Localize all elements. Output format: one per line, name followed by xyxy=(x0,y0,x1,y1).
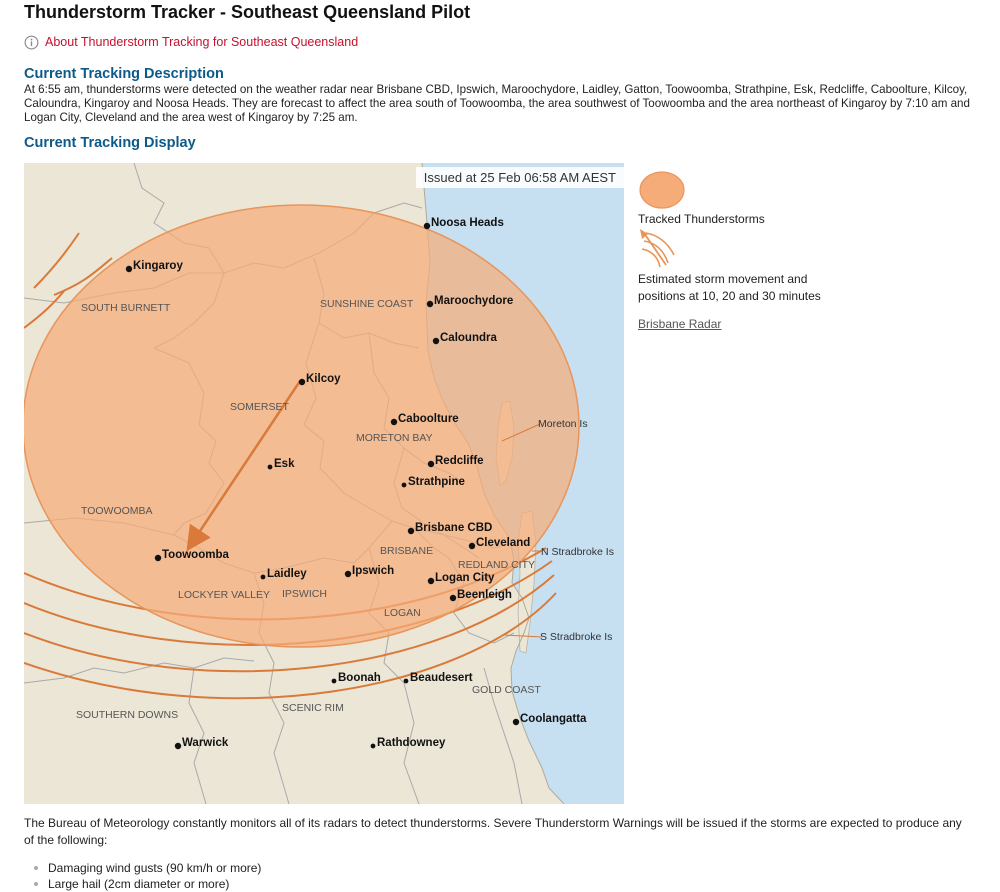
town-label: Beenleigh xyxy=(457,589,512,601)
tracked-storm-ellipse xyxy=(24,205,579,647)
town-label: Noosa Heads xyxy=(431,217,504,229)
town-dot xyxy=(469,543,475,549)
town-dot xyxy=(424,223,430,229)
region-label: SOUTH BURNETT xyxy=(81,302,171,314)
town-dot xyxy=(261,575,266,580)
page-title: Thunderstorm Tracker - Southeast Queensland Pilot xyxy=(24,2,471,22)
island-label: N Stradbroke Is xyxy=(541,546,614,558)
town-dot xyxy=(408,528,414,534)
town-dot xyxy=(371,744,376,749)
town-label: Coolangatta xyxy=(520,713,587,725)
storm-movement-icon xyxy=(638,229,680,269)
town-label: Logan City xyxy=(435,572,495,584)
about-tracking-link[interactable]: About Thunderstorm Tracking for Southeast Queensland xyxy=(45,35,359,49)
town-label: Kingaroy xyxy=(133,260,183,272)
town-dot xyxy=(404,679,409,684)
town-dot xyxy=(513,719,519,725)
region-label: REDLAND CITY xyxy=(458,559,536,571)
town-dot xyxy=(450,595,456,601)
issued-timestamp: Issued at 25 Feb 06:58 AM AEST xyxy=(416,167,624,188)
town-dot xyxy=(402,483,407,488)
town-label: Redcliffe xyxy=(435,455,484,467)
town-label: Strathpine xyxy=(408,476,465,488)
region-label: SCENIC RIM xyxy=(282,702,344,714)
list-item: Damaging wind gusts (90 km/h or more) xyxy=(24,860,261,876)
legend-movement-line1: Estimated storm movement and xyxy=(638,272,808,286)
town-label: Brisbane CBD xyxy=(415,522,493,534)
town-dot xyxy=(175,743,181,749)
tracking-description: At 6:55 am, thunderstorms were detected on the weather radar near Brisbane CBD, Ipswich, Maroochydore, Laidley, Gatton, Toowoomba, Strathpine, Esk, Redcliffe, Caboolture, Kilcoy, Caloundra, Kingaroy and Noosa Heads. They are forecast to affect the area south of Toowoomba, the area southwest of Toowoomba and the area northeast of Kingaroy by 7:10 am and Logan City, Cleveland and the area west of Kingaroy by 7:25 am. xyxy=(24,83,970,124)
region-label: IPSWICH xyxy=(282,588,327,600)
town-dot xyxy=(155,555,161,561)
warning-criteria-list xyxy=(24,860,261,892)
town-label: Beaudesert xyxy=(410,672,473,684)
list-item: Large hail (2cm diameter or more) xyxy=(24,876,261,892)
region-label: LOGAN xyxy=(384,607,421,619)
town-label: Warwick xyxy=(182,737,229,749)
town-label: Toowoomba xyxy=(162,549,229,561)
legend-movement-line2: positions at 10, 20 and 30 minutes xyxy=(638,289,821,303)
town-label: Caboolture xyxy=(398,413,459,425)
town-dot xyxy=(345,571,351,577)
town-label: Boonah xyxy=(338,672,381,684)
display-heading: Current Tracking Display xyxy=(24,135,196,151)
town-dot xyxy=(428,461,434,467)
town-dot xyxy=(126,266,132,272)
region-label: LOCKYER VALLEY xyxy=(178,589,271,601)
legend-tracked-label: Tracked Thunderstorms xyxy=(638,212,765,226)
town-label: Esk xyxy=(274,458,295,470)
town-label: Rathdowney xyxy=(377,737,446,749)
town-label: Ipswich xyxy=(352,565,395,577)
brisbane-radar-link[interactable]: Brisbane Radar xyxy=(638,317,722,331)
region-label: BRISBANE xyxy=(380,545,434,557)
region-label: SOMERSET xyxy=(230,401,289,413)
town-dot xyxy=(433,338,439,344)
town-dot xyxy=(427,301,433,307)
footer-description: The Bureau of Meteorology constantly monitors all of its radars to detect thunderstorms. Severe Thunderstorm Warnings will be issued if the storms are expected to produce any of the following: xyxy=(24,816,962,847)
info-icon xyxy=(24,35,39,50)
town-dot xyxy=(299,379,305,385)
town-label: Kilcoy xyxy=(306,373,341,385)
region-label: GOLD COAST xyxy=(472,684,541,696)
town-label: Laidley xyxy=(267,568,307,580)
town-dot xyxy=(391,419,397,425)
region-label: MORETON BAY xyxy=(356,432,433,444)
town-label: Maroochydore xyxy=(434,295,514,307)
town-label: Caloundra xyxy=(440,332,497,344)
region-label: SOUTHERN DOWNS xyxy=(76,709,179,721)
island-label: S Stradbroke Is xyxy=(540,631,613,643)
town-label: Cleveland xyxy=(476,537,531,549)
region-label: SUNSHINE COAST xyxy=(320,298,414,310)
town-dot xyxy=(332,679,337,684)
storm-swatch-icon xyxy=(638,168,690,214)
about-row xyxy=(24,33,358,51)
town-dot xyxy=(428,578,434,584)
tracking-map[interactable] xyxy=(24,163,624,804)
region-label: TOOWOOMBA xyxy=(81,505,153,517)
map-canvas xyxy=(24,163,624,804)
town-dot xyxy=(268,465,273,470)
description-heading: Current Tracking Description xyxy=(24,66,224,82)
island-label: Moreton Is xyxy=(538,418,588,430)
